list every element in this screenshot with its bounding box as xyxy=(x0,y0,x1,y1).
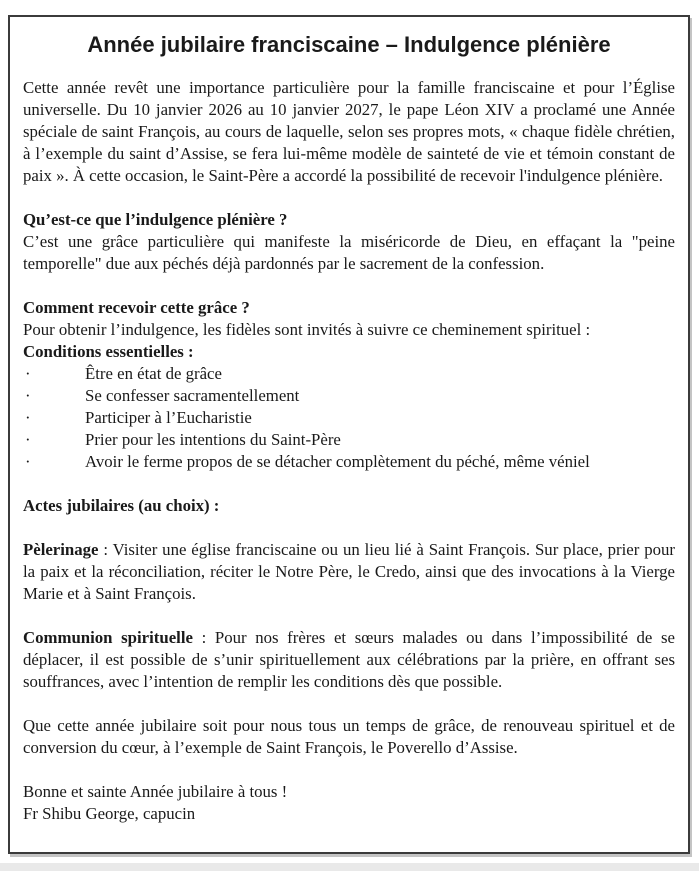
condition-text: Se confesser sacramentellement xyxy=(85,386,300,405)
bullet-icon: · xyxy=(25,452,31,471)
pelerinage-lead: Pèlerinage xyxy=(23,540,99,559)
document-box xyxy=(8,15,690,854)
communion-lead: Communion spirituelle xyxy=(23,628,193,647)
bullet-icon: · xyxy=(25,386,31,405)
list-item xyxy=(23,429,675,451)
intro-paragraph: Cette année revêt une importance particulière pour la famille franciscaine et pour l’Église universelle. Du 10 janvier 2026 au 10 janvier 2027, le pape Léon XIV a proclamé une Année spéciale de saint François, au cours de laquelle, selon ses propres mots, « chaque fidèle chrétien, à l’exemple du saint d’Assise, se fera lui-même modèle de sainteté de vie et témoin constant de paix ». À cette occasion, le Saint-Père a accordé la possibilité de recevoir l'indulgence plénière. xyxy=(23,78,675,185)
condition-text: Participer à l’Eucharistie xyxy=(85,408,252,427)
condition-text: Avoir le ferme propos de se détacher complètement du péché, même véniel xyxy=(85,452,590,471)
pelerinage-paragraph xyxy=(23,539,675,605)
farewell-line: Bonne et sainte Année jubilaire à tous ! xyxy=(23,782,288,801)
document-title: Année jubilaire franciscaine – Indulgence plénière xyxy=(87,32,611,57)
list-item xyxy=(23,451,675,473)
communion-paragraph xyxy=(23,627,675,693)
list-item xyxy=(23,407,675,429)
bullet-icon: · xyxy=(25,364,31,383)
grace-section-heading: Comment recevoir cette grâce ? xyxy=(23,298,250,317)
actes-heading: Actes jubilaires (au choix) : xyxy=(23,496,220,515)
communion-text: : Pour nos frères et sœurs malades ou dans l’impossibilité de se déplacer, il est possible de s’unir spirituellement aux célébrations par la prière, en offrant ses souffrances, avec l’intention de remplir les conditions dès que possible. xyxy=(23,628,675,691)
pelerinage-text: : Visiter une église franciscaine ou un lieu lié à Saint François. Sur place, prier pour la paix et la réconciliation, réciter le Notre Père, le Credo, ainsi que des invocations à la Vierge Marie et à Saint François. xyxy=(23,540,675,603)
bottom-scroll-strip xyxy=(0,863,699,871)
condition-text: Être en état de grâce xyxy=(85,364,222,383)
closing-paragraph: Que cette année jubilaire soit pour nous tous un temps de grâce, de renouveau spirituel et de conversion du cœur, à l’exemple de Saint François, le Poverello d’Assise. xyxy=(23,716,675,757)
condition-text: Prier pour les intentions du Saint-Père xyxy=(85,430,341,449)
list-item xyxy=(23,385,675,407)
signature-line: Fr Shibu George, capucin xyxy=(23,804,196,823)
grace-section-body: Pour obtenir l’indulgence, les fidèles sont invités à suivre ce cheminement spirituel : xyxy=(23,320,591,339)
conditions-list xyxy=(23,363,675,473)
list-item xyxy=(23,363,675,385)
indulgence-section-heading: Qu’est-ce que l’indulgence plénière ? xyxy=(23,210,288,229)
indulgence-section-body: C’est une grâce particulière qui manifeste la miséricorde de Dieu, en effaçant la "peine temporelle" due aux péchés déjà pardonnés par le sacrement de la confession. xyxy=(23,232,675,273)
conditions-heading: Conditions essentielles : xyxy=(23,342,194,361)
bullet-icon: · xyxy=(25,408,31,427)
bullet-icon: · xyxy=(25,430,31,449)
